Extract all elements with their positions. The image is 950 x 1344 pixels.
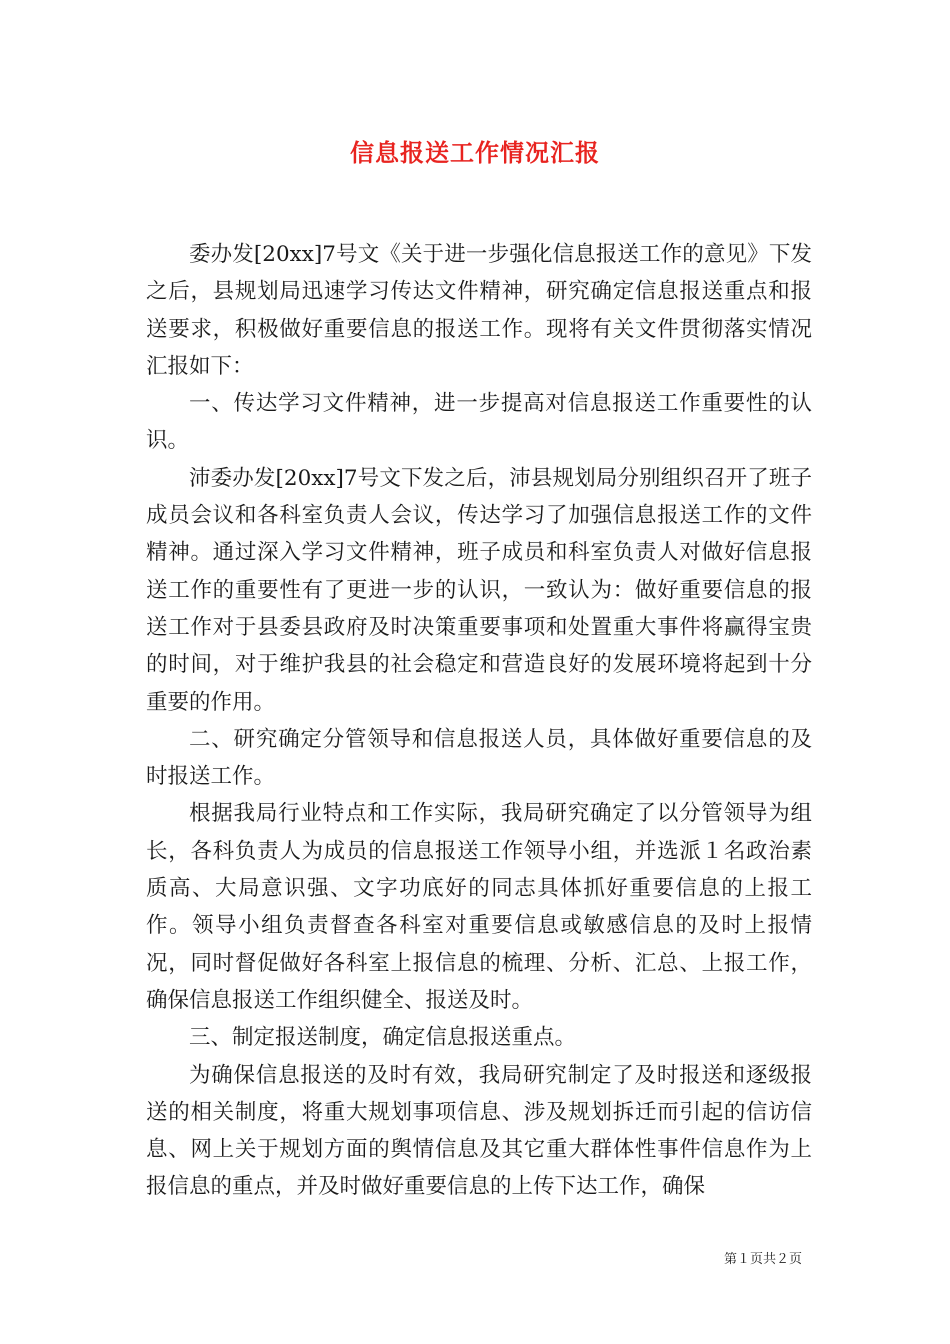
page-number-label: 第１页共２页 — [723, 1252, 802, 1267]
paragraph-section-2: 根据我局行业特点和工作实际，我局研究确定了以分管领导为组长，各科负责人为成员的信息报送工作领导小组，并选派１名政治素质高、大局意识强、文字功底好的同志具体抓好重要信息的上报工作。领导小组负责督查各科室对重要信息或敏感信息的及时上报情况，同时督促做好各科室上报信息的梳理、分析、汇总、上报工作，确保信息报送工作组织健全、报送及时。 — [146, 801, 812, 1013]
page-footer — [724, 1248, 802, 1267]
paragraph-intro: 委办发[20xx]7号文《关于进一步强化信息报送工作的意见》下发之后，县规划局迅速学习传达文件精神，研究确定信息报送重点和报送要求，积极做好重要信息的报送工作。现将有关文件贯彻落实情况汇报如下： — [146, 242, 812, 379]
section-heading-3: 三、制定报送制度，确定信息报送重点。 — [189, 1025, 577, 1051]
paragraph-section-3: 为确保信息报送的及时有效，我局研究制定了及时报送和逐级报送的相关制度，将重大规划事项信息、涉及规划拆迁而引起的信访信息、网上关于规划方面的舆情信息及其它重大群体性事件信息作为上报信息的重点，并及时做好重要信息的上传下达工作，确保 — [146, 1062, 812, 1200]
document-title: 信息报送工作情况汇报 — [350, 138, 600, 167]
section-heading-2: 二、研究确定分管领导和信息报送人员，具体做好重要信息的及时报送工作。 — [146, 726, 812, 790]
document-body — [146, 236, 812, 1206]
section-heading-1: 一、传达学习文件精神，进一步提高对信息报送工作重要性的认识。 — [146, 391, 812, 454]
paragraph-section-1: 沛委办发[20xx]7号文下发之后，沛县规划局分别组织召开了班子成员会议和各科室负责人会议，传达学习了加强信息报送工作的文件精神。通过深入学习文件精神，班子成员和科室负责人对做好信息报送工作的重要性有了更进一步的认识，一致认为：做好重要信息的报送工作对于县委县政府及时决策重要事项和处置重大事件将赢得宝贵的时间，对于维护我县的社会稳定和营造良好的发展环境将起到十分重要的作用。 — [146, 465, 812, 715]
